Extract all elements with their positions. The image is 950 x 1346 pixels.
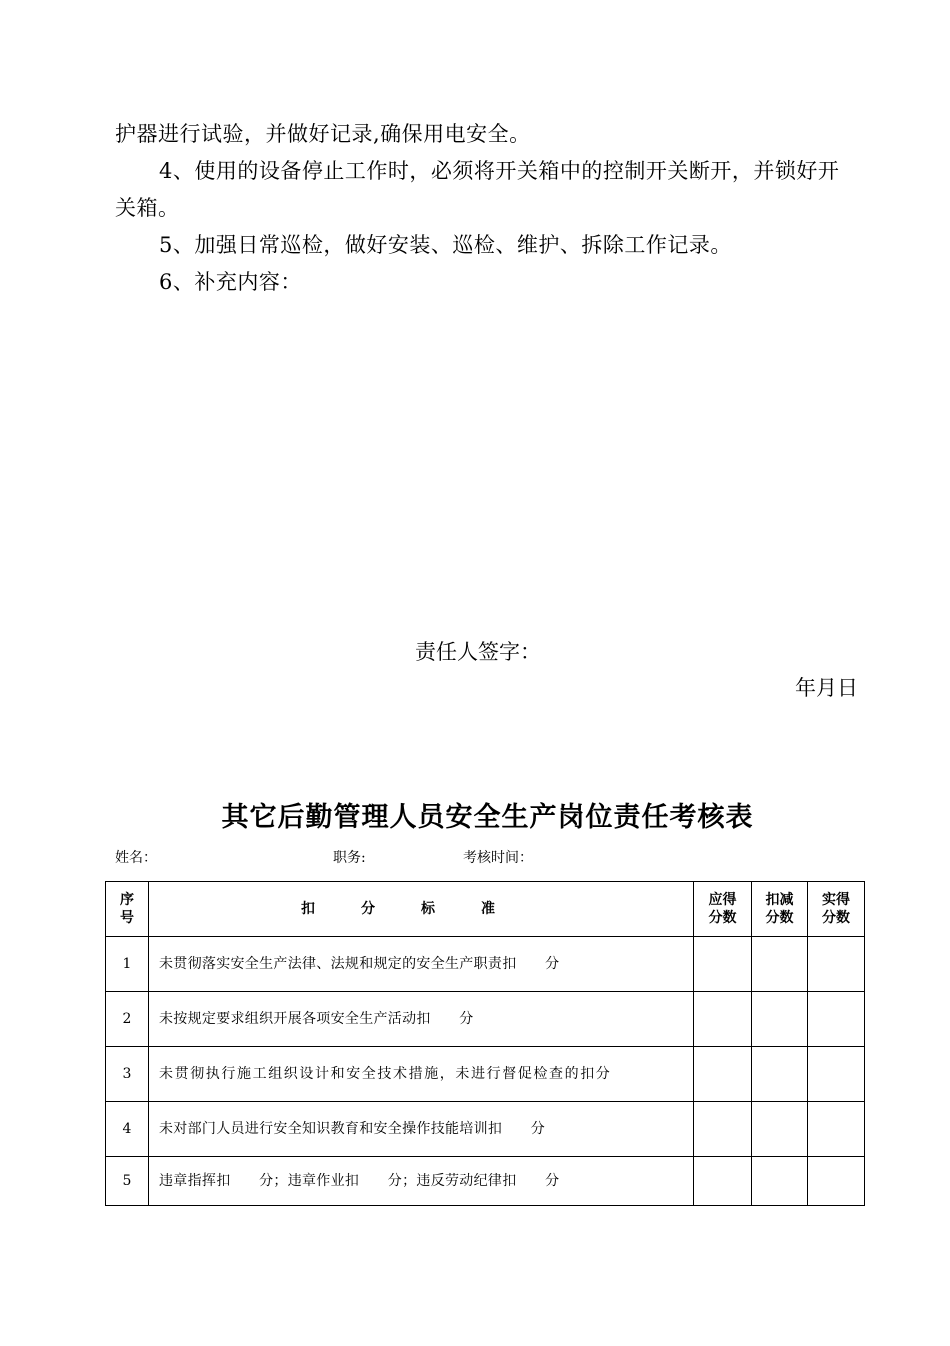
due-score-cell[interactable] (694, 992, 752, 1047)
deduct-score-cell[interactable] (752, 1047, 808, 1102)
row-criteria: 未按规定要求组织开展各项安全生产活动扣 分 (149, 992, 694, 1047)
actual-score-cell[interactable] (808, 937, 865, 992)
row-criteria: 违章指挥扣 分；违章作业扣 分；违反劳动纪律扣 分 (149, 1157, 694, 1206)
table-row (106, 937, 865, 992)
paragraph-item-6: 6、补充内容： (159, 270, 302, 294)
paragraph-item-5: 5、加强日常巡检，做好安装、巡检、维护、拆除工作记录。 (159, 233, 732, 257)
due-score-cell[interactable] (694, 1047, 752, 1102)
position-label: 职务: (333, 850, 366, 866)
paragraph-continued: 护器进行试验，并做好记录,确保用电安全。 (115, 122, 531, 146)
header-deduct-score: 扣减分数 (752, 882, 808, 937)
paragraph-item-4: 4、使用的设备停止工作时，必须将开关箱中的控制开关断开，并锁好开关箱。 (115, 159, 840, 220)
deduct-score-cell[interactable] (752, 1102, 808, 1157)
row-no: 1 (106, 937, 149, 992)
header-due-score: 应得分数 (694, 882, 752, 937)
form-title: 其它后勤管理人员安全生产岗位责任考核表 (221, 802, 754, 833)
table-row (106, 1047, 865, 1102)
table-row (106, 992, 865, 1047)
exam-time-label: 考核时间： (463, 850, 533, 866)
row-no: 2 (106, 992, 149, 1047)
header-criteria: 扣分标准 (149, 882, 694, 937)
row-no: 5 (106, 1157, 149, 1206)
row-criteria: 未贯彻执行施工组织设计和安全技术措施，未进行督促检查的扣分 (149, 1047, 694, 1102)
deduct-score-cell[interactable] (752, 1157, 808, 1206)
due-score-cell[interactable] (694, 1157, 752, 1206)
assessment-table (105, 881, 865, 1206)
actual-score-cell[interactable] (808, 1047, 865, 1102)
name-label: 姓名： (115, 850, 157, 866)
row-no: 3 (106, 1047, 149, 1102)
row-criteria: 未对部门人员进行安全知识教育和安全操作技能培训扣 分 (149, 1102, 694, 1157)
table-row (106, 1102, 865, 1157)
table-row (106, 1157, 865, 1206)
due-score-cell[interactable] (694, 1102, 752, 1157)
header-no: 序号 (106, 882, 149, 937)
actual-score-cell[interactable] (808, 1102, 865, 1157)
deduct-score-cell[interactable] (752, 937, 808, 992)
header-actual-score: 实得分数 (808, 882, 865, 937)
signature-label: 责任人签字： (415, 640, 541, 664)
row-criteria: 未贯彻落实安全生产法律、法规和规定的安全生产职责扣 分 (149, 937, 694, 992)
due-score-cell[interactable] (694, 937, 752, 992)
date-label: 年月日 (795, 676, 858, 700)
actual-score-cell[interactable] (808, 1157, 865, 1206)
deduct-score-cell[interactable] (752, 992, 808, 1047)
actual-score-cell[interactable] (808, 992, 865, 1047)
table-header-row (106, 882, 865, 937)
row-no: 4 (106, 1102, 149, 1157)
